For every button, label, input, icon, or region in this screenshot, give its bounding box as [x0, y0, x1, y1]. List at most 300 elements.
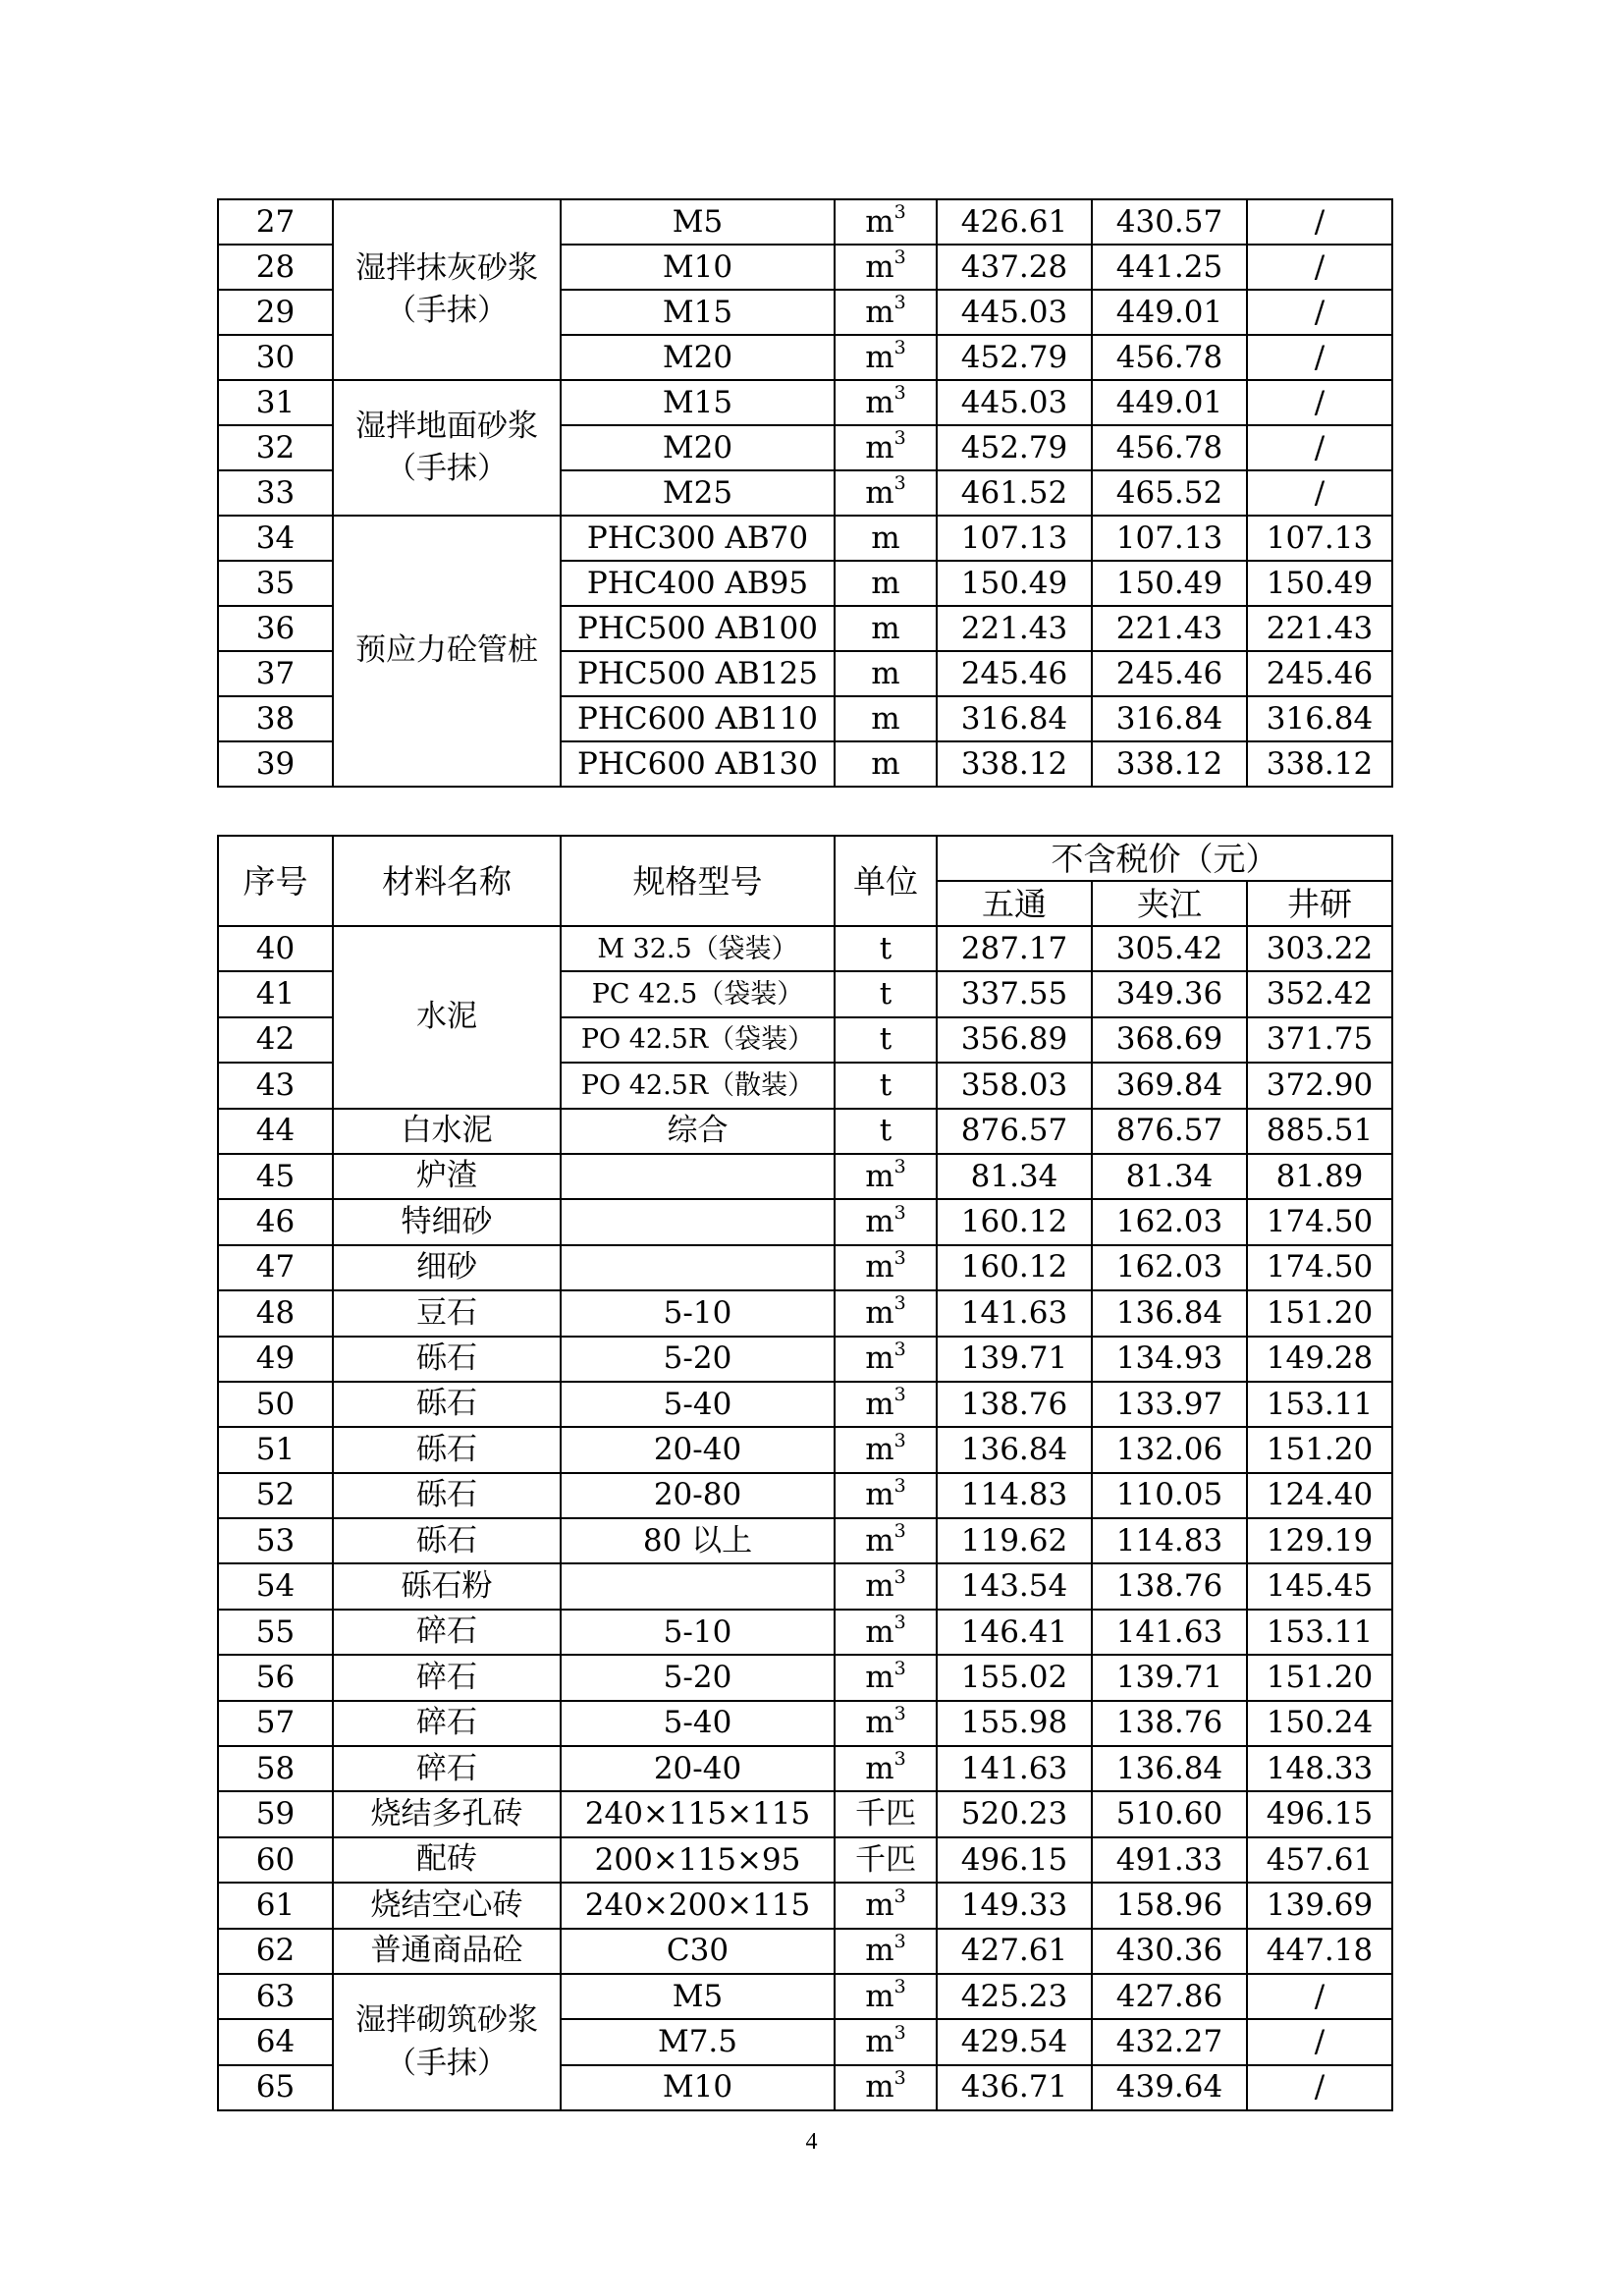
price-wutong: 221.43 [937, 606, 1092, 651]
unit [835, 971, 937, 1016]
unit-superscript: 3 [893, 1292, 906, 1315]
spec: 20-40 [561, 1427, 835, 1472]
price-jiajiang: 430.57 [1092, 199, 1247, 245]
spec: PHC600 AB110 [561, 696, 835, 741]
price-jiajiang: 114.83 [1092, 1518, 1247, 1563]
price-jingyan: 151.20 [1247, 1655, 1392, 1700]
row-number: 51 [218, 1427, 333, 1472]
price-jingyan: / [1247, 425, 1392, 470]
price-jiajiang: 456.78 [1092, 425, 1247, 470]
unit-superscript: 3 [893, 337, 906, 359]
unit-text: m [865, 1886, 894, 1923]
price-jiajiang: 876.57 [1092, 1109, 1247, 1154]
unit [835, 1199, 937, 1244]
unit [835, 1154, 937, 1199]
unit [835, 1655, 937, 1700]
price-jiajiang: 368.69 [1092, 1017, 1247, 1063]
unit-superscript: 3 [893, 1657, 906, 1679]
price-wutong: 160.12 [937, 1245, 1092, 1290]
row-number: 45 [218, 1154, 333, 1199]
price-jiajiang: 456.78 [1092, 335, 1247, 380]
material-name: 普通商品砼 [333, 1929, 561, 1974]
unit-text: m [865, 1933, 894, 1969]
price-jingyan: 303.22 [1247, 926, 1392, 971]
price-wutong: 143.54 [937, 1563, 1092, 1609]
material-name: 烧结空心砖 [333, 1883, 561, 1928]
unit [835, 651, 937, 696]
unit-text: m [865, 1477, 894, 1513]
table-row [218, 516, 1392, 561]
price-jiajiang: 141.63 [1092, 1610, 1247, 1655]
material-name: 砾石粉 [333, 1563, 561, 1609]
price-jiajiang: 138.76 [1092, 1701, 1247, 1746]
row-number: 56 [218, 1655, 333, 1700]
table-row [218, 1974, 1392, 2019]
material-name: 砾石 [333, 1518, 561, 1563]
price-wutong: 358.03 [937, 1063, 1092, 1108]
table-row [218, 1655, 1392, 1700]
unit [835, 1427, 937, 1472]
table-row [218, 1245, 1392, 1290]
row-number: 58 [218, 1746, 333, 1791]
spec: M20 [561, 425, 835, 470]
unit [835, 1290, 937, 1336]
price-jingyan: 148.33 [1247, 1746, 1392, 1791]
price-wutong: 160.12 [937, 1199, 1092, 1244]
table-row [218, 926, 1392, 971]
spec: M10 [561, 2065, 835, 2110]
price-wutong: 520.23 [937, 1791, 1092, 1836]
price-jingyan: 153.11 [1247, 1382, 1392, 1427]
row-number: 40 [218, 926, 333, 971]
unit-text: m [865, 1568, 894, 1605]
unit [835, 335, 937, 380]
header-price-jingyan: 井研 [1247, 881, 1392, 926]
price-jiajiang: 133.97 [1092, 1382, 1247, 1427]
price-wutong: 452.79 [937, 425, 1092, 470]
unit-text: m [865, 1522, 894, 1558]
price-wutong: 155.98 [937, 1701, 1092, 1746]
price-jiajiang: 439.64 [1092, 2065, 1247, 2110]
spec: M5 [561, 199, 835, 245]
spec: 20-40 [561, 1746, 835, 1791]
row-number: 57 [218, 1701, 333, 1746]
unit-superscript: 3 [893, 1338, 906, 1360]
row-number: 43 [218, 1063, 333, 1108]
price-jiajiang: 138.76 [1092, 1563, 1247, 1609]
unit-superscript: 3 [893, 427, 906, 450]
unit [835, 741, 937, 787]
unit-superscript: 3 [893, 1475, 906, 1498]
table-row [218, 1610, 1392, 1655]
price-wutong: 146.41 [937, 1610, 1092, 1655]
unit-superscript: 3 [893, 1703, 906, 1724]
spec: M25 [561, 470, 835, 516]
row-number: 30 [218, 335, 333, 380]
unit-text: t [879, 1066, 893, 1103]
table-row [218, 1154, 1392, 1199]
row-number: 28 [218, 245, 333, 290]
unit-text: m [865, 1386, 894, 1422]
row-number: 39 [218, 741, 333, 787]
price-jingyan: 496.15 [1247, 1791, 1392, 1836]
price-wutong: 81.34 [937, 1154, 1092, 1199]
price-jiajiang: 221.43 [1092, 606, 1247, 651]
unit-text: m [865, 384, 894, 420]
spec: PO 42.5R（袋装） [561, 1017, 835, 1063]
unit-text: m [871, 610, 900, 646]
price-jiajiang: 162.03 [1092, 1199, 1247, 1244]
price-wutong: 155.02 [937, 1655, 1092, 1700]
header-price-wutong: 五通 [937, 881, 1092, 926]
table-row [218, 1518, 1392, 1563]
material-name: 配砖 [333, 1837, 561, 1883]
header-price-group: 不含税价（元） [937, 836, 1392, 881]
price-jiajiang: 139.71 [1092, 1655, 1247, 1700]
unit [835, 606, 937, 651]
unit [835, 1837, 937, 1883]
price-wutong: 876.57 [937, 1109, 1092, 1154]
price-jingyan: 107.13 [1247, 516, 1392, 561]
unit-text: m [865, 1613, 894, 1650]
header-unit: 单位 [835, 836, 937, 926]
material-name: 碎石 [333, 1610, 561, 1655]
unit [835, 380, 937, 425]
unit-superscript: 3 [893, 1429, 906, 1451]
price-jingyan: 150.24 [1247, 1701, 1392, 1746]
unit-superscript: 3 [893, 201, 906, 224]
unit-text: m [865, 1978, 894, 2014]
header-spec: 规格型号 [561, 836, 835, 926]
spec: 5-40 [561, 1382, 835, 1427]
row-number: 59 [218, 1791, 333, 1836]
spec: PHC300 AB70 [561, 516, 835, 561]
unit-superscript: 3 [893, 1247, 906, 1270]
unit [835, 245, 937, 290]
price-jingyan: 245.46 [1247, 651, 1392, 696]
spec: PHC600 AB130 [561, 741, 835, 787]
unit-text: m [865, 2069, 894, 2105]
price-jingyan: 352.42 [1247, 971, 1392, 1016]
price-jingyan: 371.75 [1247, 1017, 1392, 1063]
unit-text: m [865, 1158, 894, 1194]
table-row [218, 1746, 1392, 1791]
row-number: 55 [218, 1610, 333, 1655]
price-wutong: 337.55 [937, 971, 1092, 1016]
unit-text: m [871, 745, 900, 782]
price-jiajiang: 107.13 [1092, 516, 1247, 561]
spec: 5-40 [561, 1701, 835, 1746]
spec: 200×115×95 [561, 1837, 835, 1883]
material-name: 湿拌地面砂浆（手抹） [333, 380, 561, 516]
header-material-name: 材料名称 [333, 836, 561, 926]
price-jiajiang: 245.46 [1092, 651, 1247, 696]
spec [561, 1563, 835, 1609]
unit [835, 926, 937, 971]
material-name: 预应力砼管桩 [333, 516, 561, 787]
unit-superscript: 3 [893, 1976, 906, 1998]
price-jingyan: / [1247, 335, 1392, 380]
row-number: 33 [218, 470, 333, 516]
price-wutong: 429.54 [937, 2019, 1092, 2064]
row-number: 61 [218, 1883, 333, 1928]
material-name: 豆石 [333, 1290, 561, 1336]
row-number: 53 [218, 1518, 333, 1563]
unit [835, 1063, 937, 1108]
price-wutong: 427.61 [937, 1929, 1092, 1974]
price-jingyan: 174.50 [1247, 1199, 1392, 1244]
table-row [218, 1427, 1392, 1472]
table-row [218, 1883, 1392, 1928]
price-jingyan: / [1247, 199, 1392, 245]
header-price-jiajiang: 夹江 [1092, 881, 1247, 926]
unit-text: m [871, 519, 900, 556]
price-jingyan: 372.90 [1247, 1063, 1392, 1108]
spec: M20 [561, 335, 835, 380]
price-jiajiang: 162.03 [1092, 1245, 1247, 1290]
unit-text: m [865, 294, 894, 330]
price-jiajiang: 510.60 [1092, 1791, 1247, 1836]
row-number: 27 [218, 199, 333, 245]
unit [835, 2019, 937, 2064]
price-jingyan: 153.11 [1247, 1610, 1392, 1655]
price-jingyan: / [1247, 2065, 1392, 2110]
unit-text: m [865, 1750, 894, 1786]
unit [835, 1337, 937, 1382]
unit-text: m [871, 655, 900, 691]
price-jiajiang: 150.49 [1092, 561, 1247, 606]
price-wutong: 426.61 [937, 199, 1092, 245]
material-name: 砾石 [333, 1473, 561, 1518]
price-jiajiang: 305.42 [1092, 926, 1247, 971]
unit-superscript: 3 [893, 1930, 906, 1952]
spec: 20-80 [561, 1473, 835, 1518]
unit [835, 1883, 937, 1928]
spec: PHC400 AB95 [561, 561, 835, 606]
row-number: 65 [218, 2065, 333, 2110]
price-jiajiang: 132.06 [1092, 1427, 1247, 1472]
spec: 80 以上 [561, 1518, 835, 1563]
price-jingyan: 457.61 [1247, 1837, 1392, 1883]
row-number: 31 [218, 380, 333, 425]
row-number: 50 [218, 1382, 333, 1427]
row-number: 64 [218, 2019, 333, 2064]
row-number: 46 [218, 1199, 333, 1244]
spec: M 32.5（袋装） [561, 926, 835, 971]
price-jingyan: 149.28 [1247, 1337, 1392, 1382]
price-jingyan: / [1247, 2019, 1392, 2064]
unit [835, 1974, 937, 2019]
spec: M10 [561, 245, 835, 290]
row-number: 52 [218, 1473, 333, 1518]
unit-text: m [865, 1249, 894, 1285]
row-number: 44 [218, 1109, 333, 1154]
price-jingyan: 885.51 [1247, 1109, 1392, 1154]
spec [561, 1199, 835, 1244]
material-name: 细砂 [333, 1245, 561, 1290]
price-jingyan: 150.49 [1247, 561, 1392, 606]
unit [835, 696, 937, 741]
price-wutong: 452.79 [937, 335, 1092, 380]
unit-superscript: 3 [893, 1885, 906, 1907]
price-jingyan: 151.20 [1247, 1290, 1392, 1336]
unit [835, 1382, 937, 1427]
price-jingyan: 316.84 [1247, 696, 1392, 741]
row-number: 60 [218, 1837, 333, 1883]
unit-text: m [871, 700, 900, 737]
row-number: 48 [218, 1290, 333, 1336]
price-wutong: 338.12 [937, 741, 1092, 787]
unit-text: m [865, 2024, 894, 2060]
spec: 240×200×115 [561, 1883, 835, 1928]
material-name: 特细砂 [333, 1199, 561, 1244]
row-number: 63 [218, 1974, 333, 2019]
price-jiajiang: 432.27 [1092, 2019, 1247, 2064]
price-jingyan: / [1247, 245, 1392, 290]
price-wutong: 436.71 [937, 2065, 1092, 2110]
table-row [218, 1563, 1392, 1609]
row-number: 54 [218, 1563, 333, 1609]
unit-superscript: 3 [893, 1520, 906, 1543]
row-number: 35 [218, 561, 333, 606]
unit [835, 561, 937, 606]
unit-superscript: 3 [893, 472, 906, 495]
row-number: 29 [218, 290, 333, 335]
price-jingyan: 174.50 [1247, 1245, 1392, 1290]
unit-superscript: 3 [893, 1565, 906, 1588]
unit [835, 1017, 937, 1063]
price-jiajiang: 491.33 [1092, 1837, 1247, 1883]
page-number: 4 [805, 2129, 818, 2155]
unit-text: m [865, 1705, 894, 1741]
material-name: 碎石 [333, 1655, 561, 1700]
row-number: 42 [218, 1017, 333, 1063]
unit-superscript: 3 [893, 1748, 906, 1771]
spec: 5-10 [561, 1290, 835, 1336]
material-name: 砾石 [333, 1427, 561, 1472]
price-jingyan: 338.12 [1247, 741, 1392, 787]
price-jingyan: 124.40 [1247, 1473, 1392, 1518]
spec: 5-10 [561, 1610, 835, 1655]
table-row [218, 1473, 1392, 1518]
table-row [218, 1701, 1392, 1746]
table-row [218, 1382, 1392, 1427]
spec [561, 1154, 835, 1199]
spec [561, 1245, 835, 1290]
unit-text: m [865, 1294, 894, 1331]
material-name: 砾石 [333, 1382, 561, 1427]
price-jingyan: / [1247, 380, 1392, 425]
unit-superscript: 3 [893, 246, 906, 269]
price-jiajiang: 449.01 [1092, 290, 1247, 335]
unit-superscript: 3 [893, 1156, 906, 1178]
header-no: 序号 [218, 836, 333, 926]
price-jiajiang: 136.84 [1092, 1746, 1247, 1791]
spec: M15 [561, 290, 835, 335]
unit-superscript: 3 [893, 382, 906, 405]
price-wutong: 461.52 [937, 470, 1092, 516]
price-wutong: 149.33 [937, 1883, 1092, 1928]
row-number: 38 [218, 696, 333, 741]
price-jingyan: 129.19 [1247, 1518, 1392, 1563]
price-jingyan: 81.89 [1247, 1154, 1392, 1199]
price-wutong: 425.23 [937, 1974, 1092, 2019]
price-jingyan: 221.43 [1247, 606, 1392, 651]
unit-text: m [865, 1659, 894, 1695]
price-jiajiang: 81.34 [1092, 1154, 1247, 1199]
material-name: 砾石 [333, 1337, 561, 1382]
material-name: 碎石 [333, 1746, 561, 1791]
price-wutong: 141.63 [937, 1746, 1092, 1791]
unit-superscript: 3 [893, 2067, 906, 2090]
spec: PO 42.5R（散装） [561, 1063, 835, 1108]
unit [835, 470, 937, 516]
price-jiajiang: 136.84 [1092, 1290, 1247, 1336]
price-jiajiang: 349.36 [1092, 971, 1247, 1016]
table-row [218, 1109, 1392, 1154]
price-jiajiang: 449.01 [1092, 380, 1247, 425]
unit-superscript: 3 [893, 1201, 906, 1224]
spec: 240×115×115 [561, 1791, 835, 1836]
price-jingyan: 447.18 [1247, 1929, 1392, 1974]
unit-text: t [879, 976, 893, 1012]
price-jingyan: 145.45 [1247, 1563, 1392, 1609]
material-name: 水泥 [333, 926, 561, 1109]
material-name: 湿拌抹灰砂浆（手抹） [333, 199, 561, 380]
price-wutong: 150.49 [937, 561, 1092, 606]
unit [835, 516, 937, 561]
row-number: 37 [218, 651, 333, 696]
table-row [218, 1929, 1392, 1974]
unit-superscript: 3 [893, 1384, 906, 1406]
price-wutong: 445.03 [937, 290, 1092, 335]
price-jiajiang: 338.12 [1092, 741, 1247, 787]
unit-text: t [879, 930, 893, 966]
price-jingyan: / [1247, 470, 1392, 516]
unit [835, 1701, 937, 1746]
price-jingyan: / [1247, 1974, 1392, 2019]
spec: 5-20 [561, 1655, 835, 1700]
price-wutong: 316.84 [937, 696, 1092, 741]
unit [835, 1610, 937, 1655]
material-name: 白水泥 [333, 1109, 561, 1154]
price-table-continued [217, 198, 1393, 788]
price-jiajiang: 369.84 [1092, 1063, 1247, 1108]
unit-text: m [865, 203, 894, 240]
spec: M7.5 [561, 2019, 835, 2064]
unit-text: 千匹 [855, 1796, 916, 1832]
material-name: 湿拌砌筑砂浆（手抹） [333, 1974, 561, 2110]
spec: PHC500 AB100 [561, 606, 835, 651]
unit [835, 425, 937, 470]
unit [835, 1518, 937, 1563]
table-row [218, 1837, 1392, 1883]
price-wutong: 287.17 [937, 926, 1092, 971]
table-row [218, 1199, 1392, 1244]
unit [835, 290, 937, 335]
row-number: 36 [218, 606, 333, 651]
price-jiajiang: 427.86 [1092, 1974, 1247, 2019]
price-wutong: 138.76 [937, 1382, 1092, 1427]
unit [835, 1245, 937, 1290]
material-name: 炉渣 [333, 1154, 561, 1199]
price-wutong: 119.62 [937, 1518, 1092, 1563]
unit [835, 1929, 937, 1974]
price-jiajiang: 134.93 [1092, 1337, 1247, 1382]
price-wutong: 245.46 [937, 651, 1092, 696]
material-name: 碎石 [333, 1701, 561, 1746]
price-wutong: 445.03 [937, 380, 1092, 425]
